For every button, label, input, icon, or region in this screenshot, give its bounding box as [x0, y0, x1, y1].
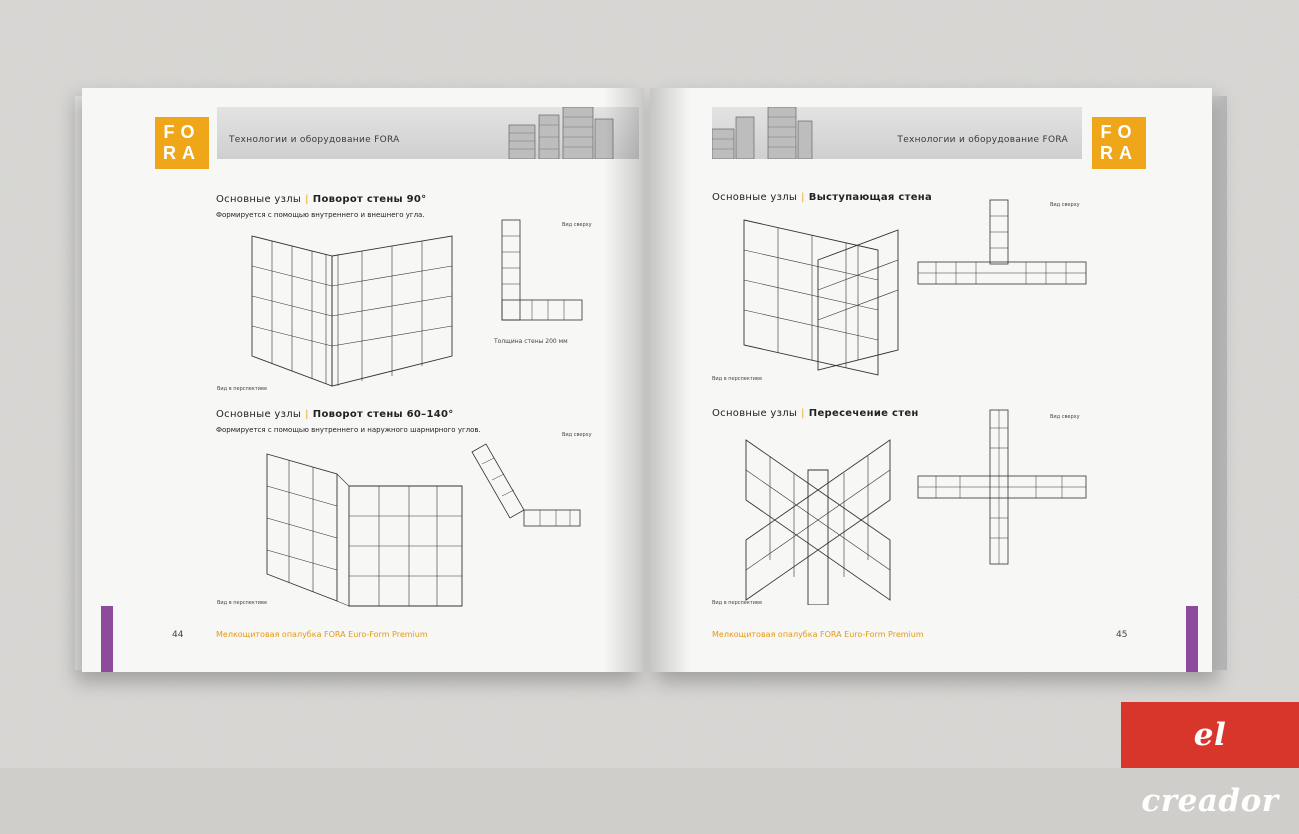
corner-90-top-view [492, 216, 587, 328]
label-top-view: Вид сверху [1050, 202, 1080, 208]
header-band [217, 107, 639, 159]
label-perspective: Вид в перспективе [217, 600, 268, 606]
formwork-corner-90-perspective [242, 226, 467, 396]
page-number: 44 [172, 630, 184, 640]
label-top-view: Вид сверху [562, 432, 592, 438]
el-creador-watermark: el creador [1121, 702, 1299, 768]
label-perspective: Вид в перспективе [217, 386, 268, 392]
fora-logo: FO RA [155, 117, 209, 169]
section-title: Основные узлы | Выступающая стена [712, 192, 933, 203]
spine-shadow [604, 88, 644, 672]
purple-tab [101, 606, 113, 672]
header-band [712, 107, 1082, 159]
footer-title: Мелкощитовая опалубка FORA Euro-Form Premium [712, 630, 924, 639]
section-description: Формируется с помощью внутреннего и внешнего угла. [216, 211, 425, 219]
page-number: 45 [1116, 630, 1128, 640]
section-title: Основные узлы | Поворот стены 90° [216, 194, 427, 205]
wall-intersection-perspective [740, 430, 900, 605]
section-title: Основные узлы | Пересечение стен [712, 408, 919, 419]
spine-shadow [650, 88, 690, 672]
right-page [650, 88, 1212, 672]
corner-60-140-top-view [468, 440, 588, 540]
formwork-corner-60-140-perspective [257, 446, 472, 611]
label-top-view: Вид сверху [562, 222, 592, 228]
purple-tab [1186, 606, 1198, 672]
wall-intersection-top-view [916, 408, 1091, 568]
header-title: Технологии и оборудование FORA [229, 135, 400, 145]
label-perspective: Вид в перспективе [712, 600, 763, 606]
label-top-view: Вид сверху [1050, 414, 1080, 420]
section-description: Формируется с помощью внутреннего и наружного шарнирного углов. [216, 426, 481, 434]
section-title: Основные узлы | Поворот стены 60–140° [216, 409, 454, 420]
skyline-image [712, 107, 822, 159]
protruding-wall-perspective [738, 210, 908, 380]
header-title: Технологии и оборудование FORA [897, 135, 1068, 145]
label-perspective: Вид в перспективе [712, 376, 763, 382]
label-wall-thickness: Толщина стены 200 мм [494, 338, 568, 345]
left-page [82, 88, 644, 672]
fora-logo: FO RA [1092, 117, 1146, 169]
footer-title: Мелкощитовая опалубка FORA Euro-Form Premium [216, 630, 428, 639]
protruding-wall-top-view [916, 198, 1091, 298]
